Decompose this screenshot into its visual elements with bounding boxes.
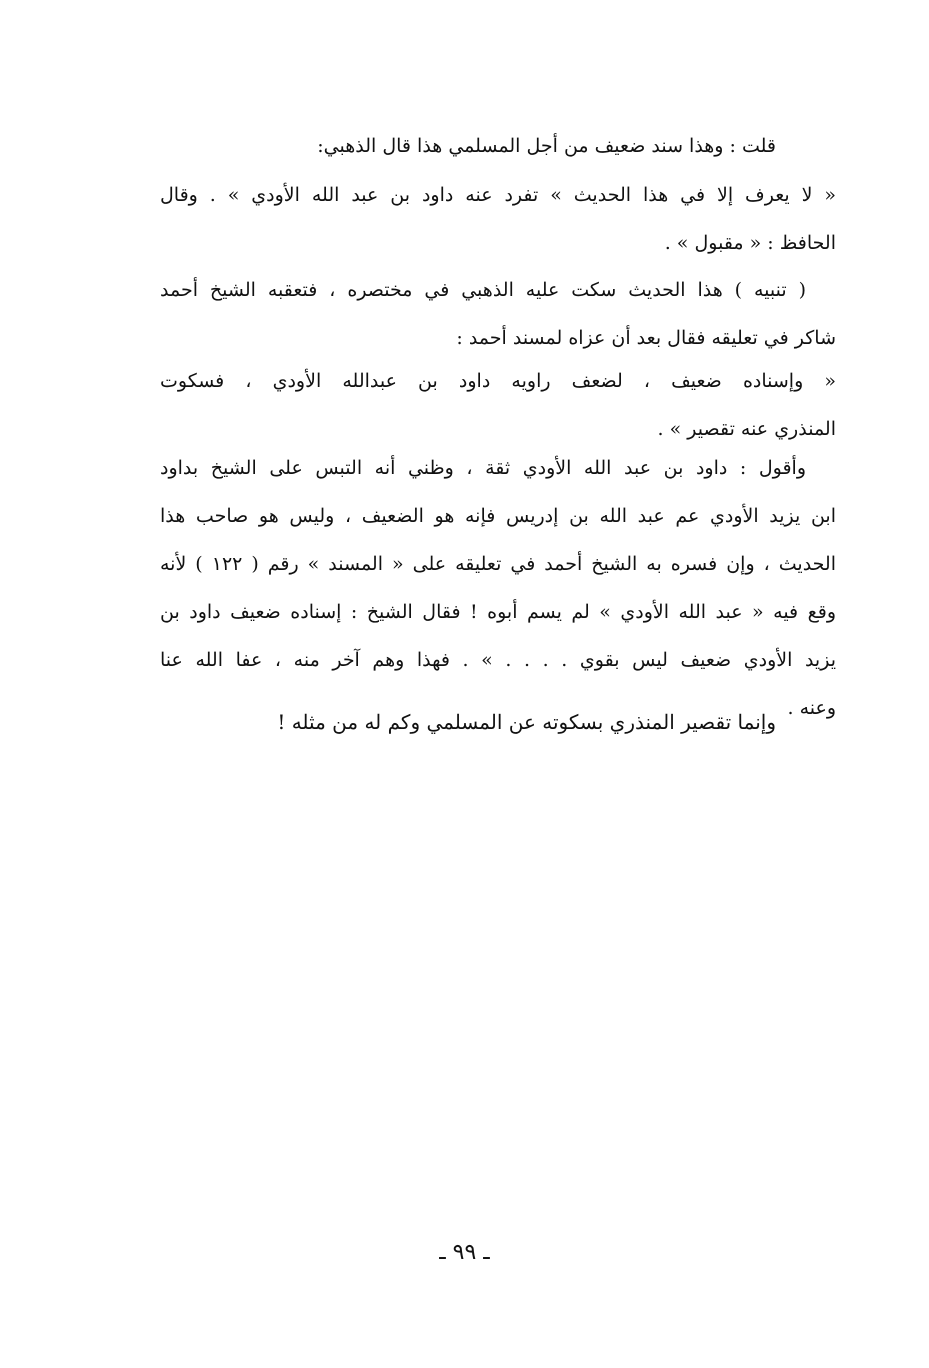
text-line: قلت : وهذا سند ضعيف من أجل المسلمي هذا قال الذهبي: [317, 135, 776, 157]
text-line: « لا يعرف إلا في هذا الحديث » تفرد عنه داود بن عبد الله الأودي » . وقال [160, 184, 836, 206]
paragraph-qult [160, 122, 836, 170]
paragraph-conclusion [160, 698, 836, 746]
text-line: وعنه . [787, 697, 836, 719]
text-line: الحافظ : « مقبول » . [664, 232, 836, 254]
text-line: الحديث ، وإن فسره به الشيخ أحمد في تعليقه على « المسند » رقم ( ١٢٢ ) لأنه [160, 553, 836, 575]
page-number: ـ ٩٩ ـ [439, 1240, 490, 1265]
text-line: المنذري عنه تقصير » . [657, 418, 836, 440]
paragraph-dhahabi-quote [160, 171, 836, 267]
text-line: يزيد الأودي ضعيف ليس بقوي . . . . » . فهذا وهم آخر منه ، عفا الله عنا [160, 649, 836, 671]
paragraph-note [160, 266, 836, 362]
text-line: « وإسناده ضعيف ، لضعف راويه داود بن عبدالله الأودي ، فسكوت [160, 370, 836, 392]
text-line: وإنما تقصير المنذري بسكوته عن المسلمي وكم له من مثله ! [277, 710, 776, 734]
text-line: ( تنبيه ) هذا الحديث سكت عليه الذهبي في مختصره ، فتعقبه الشيخ أحمد [160, 279, 806, 301]
paragraph-response [160, 444, 836, 732]
text-line: شاكر في تعليقه فقال بعد أن عزاه لمسند أحمد : [456, 327, 836, 349]
text-line: وأقول : داود بن عبد الله الأودي ثقة ، وظني أنه التبس على الشيخ بداود [160, 457, 806, 479]
paragraph-shakir-quote [160, 357, 836, 453]
text-line: ابن يزيد الأودي عم عبد الله بن إدريس فإنه هو الضعيف ، وليس هو صاحب هذا [160, 505, 836, 527]
text-line: وقع فيه « عبد الله الأودي » لم يسم أبوه ! فقال الشيخ : إسناده ضعيف داود بن [160, 601, 836, 623]
